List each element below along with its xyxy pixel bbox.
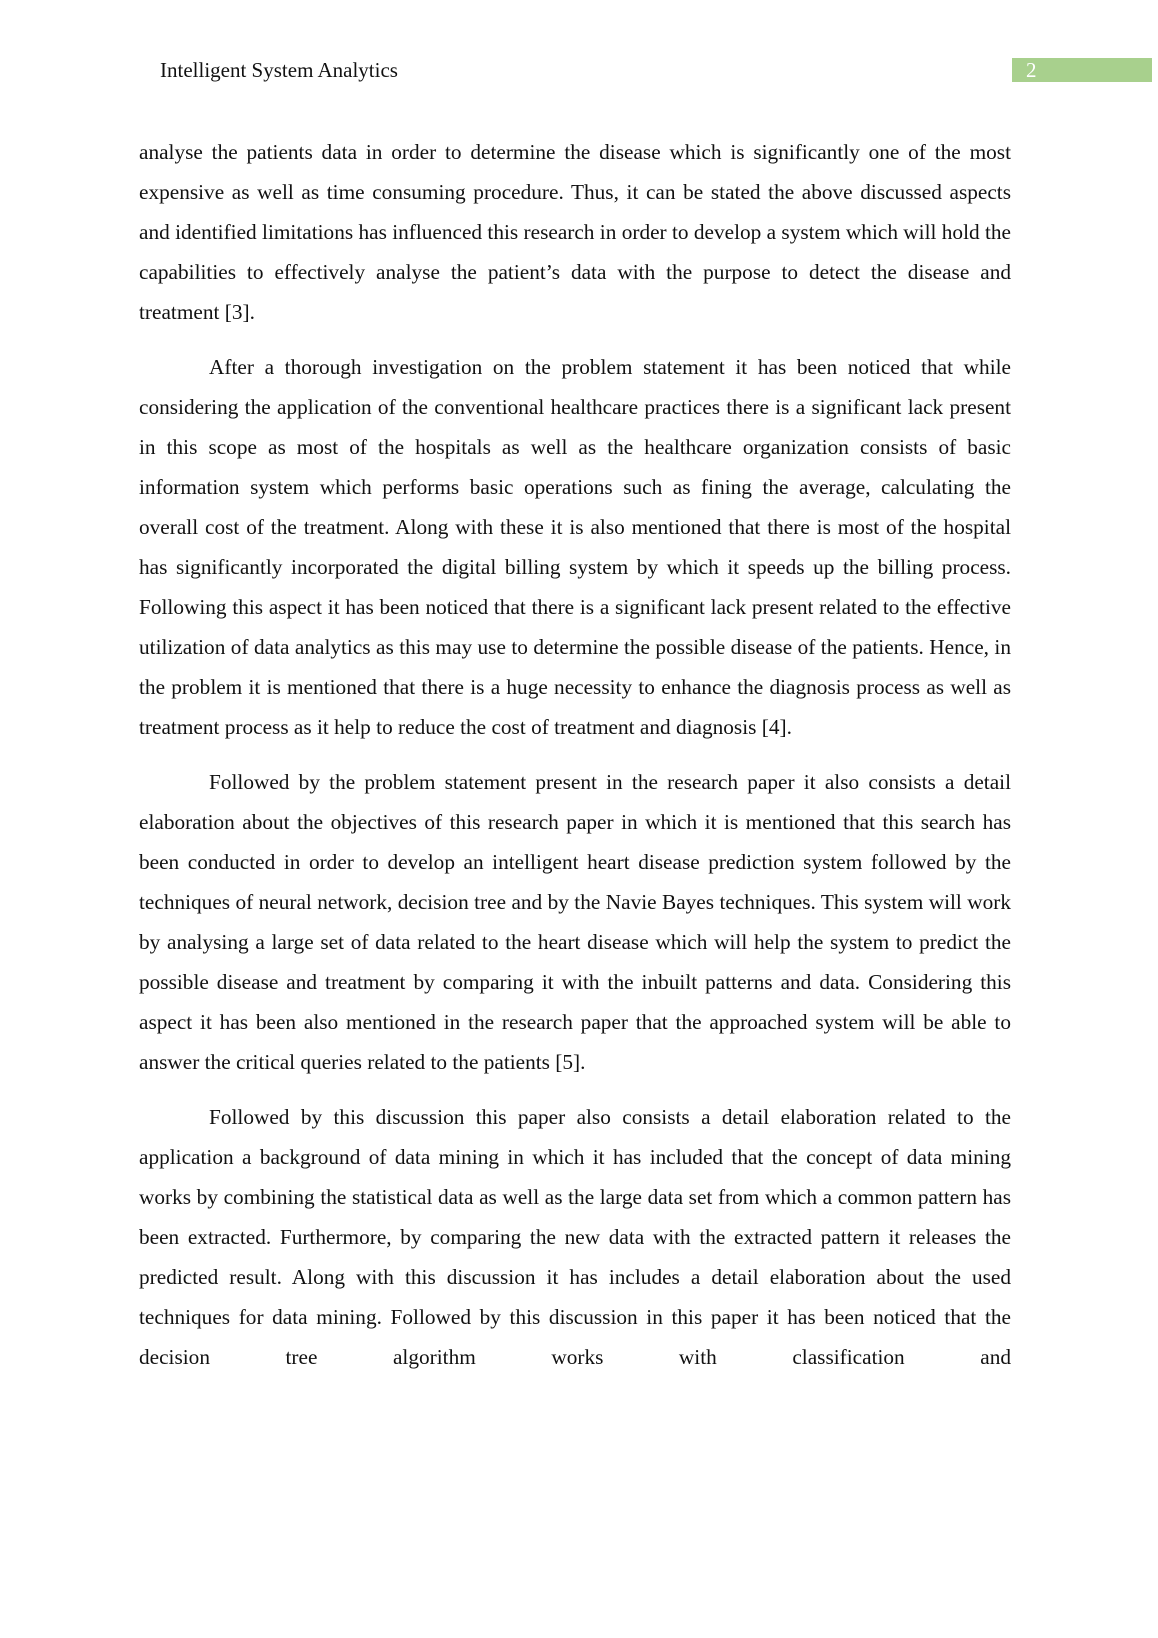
page-number: 2 xyxy=(1012,58,1152,82)
paragraph-2: After a thorough investigation on the problem statement it has been noticed that while considering the application of the conventional healthcare practices there is a significant lack present in this scope as most of the hospitals as well as the healthcare organization consists of basic information system which performs basic operations such as fining the average, calculating the overall cost of the treatment. Along with these it is also mentioned that there is most of the hospital has significantly incorporated the digital billing system by which it speeds up the billing process. Following this aspect it has been noticed that there is a significant lack present related to the effective utilization of data analytics as this may use to determine the possible disease of the patients. Hence, in the problem it is mentioned that there is a huge necessity to enhance the diagnosis process as well as treatment process as it help to reduce the cost of treatment and diagnosis [4]. xyxy=(139,355,1011,739)
paragraph-4: Followed by this discussion this paper also consists a detail elaboration related to the application a background of data mining in which it has included that the concept of data mining works by combining the statistical data as well as the large data set from which a common pattern has been extracted. Furthermore, by comparing the new data with the extracted pattern it releases the predicted result. Along with this discussion it has includes a detail elaboration about the used techniques for data mining. Followed by this discussion in this paper it has been noticed that the decision tree algorithm works with classification and xyxy=(139,1105,1011,1369)
body-text xyxy=(139,132,1011,1392)
paragraph-1: analyse the patients data in order to determine the disease which is significantly one of the most expensive as well as time consuming procedure. Thus, it can be stated the above discussed aspects and identified limitations has influenced this research in order to develop a system which will hold the capabilities to effectively analyse the patient’s data with the purpose to detect the disease and treatment [3]. xyxy=(139,140,1011,324)
paragraph-3: Followed by the problem statement present in the research paper it also consists a detail elaboration about the objectives of this research paper in which it is mentioned that this search has been conducted in order to develop an intelligent heart disease prediction system followed by the techniques of neural network, decision tree and by the Navie Bayes techniques. This system will work by analysing a large set of data related to the heart disease which will help the system to predict the possible disease and treatment by comparing it with the inbuilt patterns and data. Considering this aspect it has been also mentioned in the research paper that the approached system will be able to answer the critical queries related to the patients [5]. xyxy=(139,770,1011,1074)
running-header-title: Intelligent System Analytics xyxy=(160,58,398,82)
